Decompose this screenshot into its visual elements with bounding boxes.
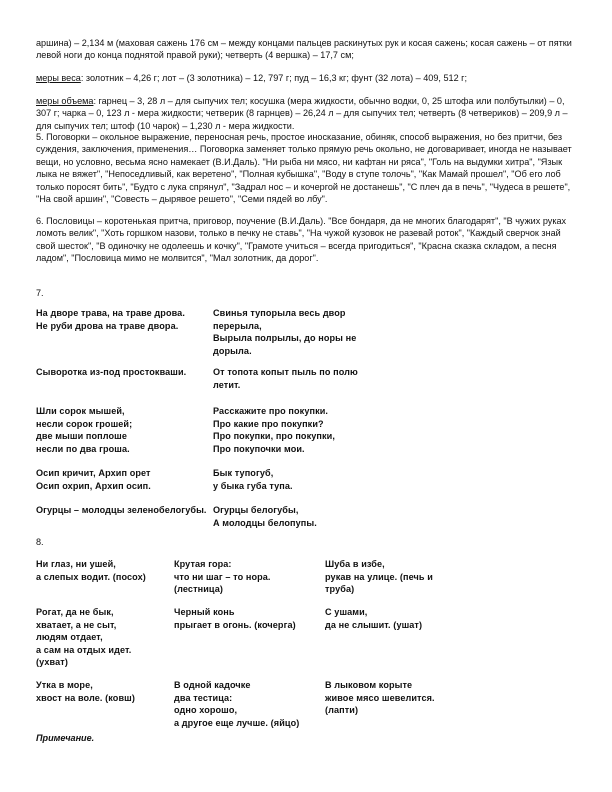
text-line: Шуба в избе, — [325, 559, 385, 569]
tongue-twister — [213, 504, 317, 529]
riddle — [325, 558, 433, 596]
text-line: Про покупки, про покупки, — [213, 431, 335, 442]
tongue-twister — [213, 307, 356, 357]
riddle — [174, 606, 296, 631]
text-line: Расскажите про покупки. — [213, 406, 329, 416]
riddle — [36, 606, 131, 669]
text-line: (ухват) — [36, 657, 68, 668]
text-line: Вырыла полрылы, до норы не — [213, 333, 357, 344]
text-line: рукав на улице. (печь и — [325, 571, 433, 582]
text-line: Сыворотка из-под простокваши. — [36, 367, 187, 377]
text-line: В одной кадочке — [174, 680, 251, 690]
volume-label: меры объема — [36, 96, 94, 106]
paragraph-measures-volume — [36, 95, 576, 132]
text-line: Крутая гора: — [174, 559, 232, 569]
paragraph-measures-weight — [36, 72, 576, 84]
tongue-twister — [36, 405, 132, 455]
tongue-twister — [36, 366, 186, 379]
tongue-twister — [36, 504, 207, 517]
text-line: летит. — [213, 379, 241, 390]
note-heading: Примечание. — [36, 733, 95, 743]
text-line: а слепых водит. (посох) — [36, 571, 146, 582]
riddle — [325, 606, 422, 631]
text-line: В лыковом корыте — [325, 680, 413, 690]
tongue-twister — [36, 307, 185, 332]
text-line: От топота копыт пыль по полю — [213, 367, 358, 377]
text-line: два тестица: — [174, 692, 233, 703]
text-line: На дворе трава, на траве дрова. — [36, 308, 185, 318]
text-line: Осип охрип, Архип осип. — [36, 480, 151, 491]
text-line: хватает, а не сыт, — [36, 619, 117, 630]
text-line: людям отдает, — [36, 632, 103, 643]
text-line: а другое еще лучше. (яйцо) — [174, 717, 300, 728]
riddle — [174, 558, 271, 596]
text-line: С ушами, — [325, 607, 368, 617]
text-line: две мыши поплоше — [36, 431, 128, 442]
tongue-twister — [213, 366, 358, 391]
text-line: Бык тупогуб, — [213, 468, 274, 478]
riddle — [325, 679, 435, 717]
text-line: что ни шаг – то нора. — [174, 571, 271, 582]
text-line: живое мясо шевелится. — [325, 692, 435, 703]
section-8-number: 8. — [36, 537, 44, 547]
text-line: одно хорошо, — [174, 705, 238, 716]
paragraph-proverbs: 6. Пословицы – коротенькая притча, приговор, поучение (В.И.Даль). "Все бондаря, да не многих благодарят", "В чужих руках ломоть велик", "Хоть горшком назови, только в печку не ставь", "На чужой кузовок не разевай роток", "Каждый сверчок знай свой шесток", "В одиночку не одолеешь и кочку", "Грамоте учиться – всегда пригодиться", "Красна сказка складом, а песня ладом", "Пословица мимо не молвится", "Мал золотник, да дорог". — [36, 216, 567, 264]
text-line: А молодцы белопупы. — [213, 517, 317, 528]
text-line: Свинья тупорыла весь двор — [213, 308, 346, 318]
volume-text: : гарнец – 3, 28 л – для сыпучих тел; косушка (мера жидкости, обычно водки, 0, 25 штофа или полбутылки) – 0, 307 г; чарка – 0, 123 л - мера жидкости; четверик (8 гарнцев) – 26,24 л – для сыпучих тел; четверть (8 четвериков) – 209,9 л – для сыпучих тел; штоф (10 чарок) – 1,230 л - мера жидкости. — [36, 96, 568, 131]
riddle — [174, 679, 299, 729]
text-line: хвост на воле. (ковш) — [36, 692, 135, 703]
text-line: Утка в море, — [36, 680, 93, 690]
tongue-twister — [36, 467, 151, 492]
text-line: Огурцы – молодцы зеленобелогубы. — [36, 505, 207, 515]
paragraph-measures-length: аршина) – 2,134 м (маховая сажень 176 см – между концами пальцев раскинутых рук и косая сажень; косая сажень – от пятки левой ноги до конца поднятой правой руки); четверть (4 вершка) – 17,7 см; — [36, 38, 572, 61]
text-line: у быка губа тупа. — [213, 480, 293, 491]
text-line: несли сорок грошей; — [36, 418, 133, 429]
text-line: перерыла, — [213, 320, 262, 331]
text-line: Про покупочки мои. — [213, 443, 305, 454]
text-line: (лестница) — [174, 584, 224, 595]
text-line: а сам на отдых идет. — [36, 644, 132, 655]
text-line: Огурцы белогубы, — [213, 505, 299, 515]
paragraph-sayings: 5. Поговорки – окольное выражение, переносная речь, простое иносказание, обиняк, способ выражения, но без притчи, без суждения, заключения, применения… Поговорка заменяет только прямую речь окольно, не договаривает, иногда не называет вещи, но условно, весьма ясно намекает (В.И.Даль). "Ни рыба ни мясо, ни кафтан ни ряса", "Голь на выдумки хитра", "Язык лыка не вяжет", "Непоседливый, как веретено", "Полная кубышка", "Воду в ступе толочь", "Как Мамай прошел", "Об его лоб только поросят бить", "Будто с лука спрянул", "Задрал нос – и кочергой не достанешь", "С плеч да в печь", "Чудеса в решете", "На свой аршин", "Совесть – дырявое решето", "Семи пядей во лбу". — [36, 132, 572, 205]
riddle — [36, 679, 135, 704]
text-line: да не слышит. (ушат) — [325, 619, 423, 630]
section-7-number: 7. — [36, 288, 44, 298]
riddle — [36, 558, 146, 583]
text-line: Рогат, да не бык, — [36, 607, 114, 617]
text-line: Шли сорок мышей, — [36, 406, 125, 416]
text-line: Черный конь — [174, 607, 235, 617]
text-line: Осип кричит, Архип орет — [36, 468, 151, 478]
text-line: труба) — [325, 584, 355, 595]
text-line: Ни глаз, ни ушей, — [36, 559, 116, 569]
tongue-twister — [213, 467, 293, 492]
text-line: Про какие про покупки? — [213, 418, 324, 429]
text-line: Не руби дрова на траве двора. — [36, 320, 179, 331]
text-line: несли по два гроша. — [36, 443, 130, 454]
weight-label: меры веса — [36, 73, 81, 83]
tongue-twister — [213, 405, 335, 455]
text-line: дорыла. — [213, 345, 252, 356]
weight-text: : золотник – 4,26 г; лот – (3 золотника) – 12, 797 г; пуд – 16,3 кг; фунт (32 лота) – 409, 512 г; — [80, 73, 468, 83]
text-line: прыгает в огонь. (кочерга) — [174, 619, 296, 630]
text-line: (лапти) — [325, 705, 359, 716]
